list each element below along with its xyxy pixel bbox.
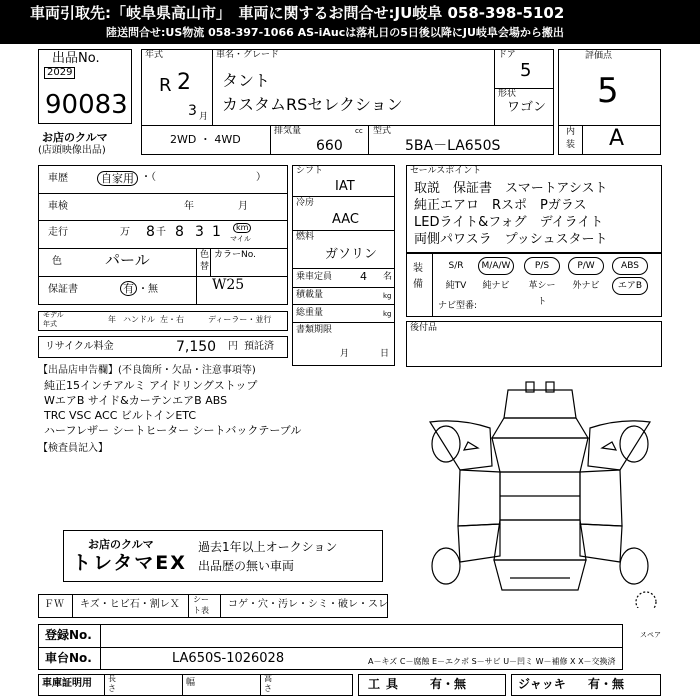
history-value: 自家用	[97, 171, 138, 186]
shop-car-line2: (店頭映像出品)	[38, 145, 106, 156]
selling-point-1: 取説 保証書 スマートアシスト	[414, 181, 608, 196]
lot-number: 90083	[45, 90, 128, 120]
certificate-height1: 高	[264, 674, 272, 683]
lot-label: 出品No.	[52, 51, 100, 66]
inspection-year: 年	[184, 201, 194, 212]
fuel-label: 燃料	[296, 232, 315, 242]
equip-ext-navi: 外ナビ	[572, 281, 600, 291]
ac-label: 冷房	[296, 198, 315, 208]
header-line1: 車両引取先:「岐阜県高山市」 車両に関するお問合せ:JU岐阜 058-398-5102	[30, 4, 565, 22]
warranty-label: 保証書	[48, 284, 78, 295]
after-parts-box	[406, 321, 662, 367]
displacement-label: 排気量	[274, 126, 302, 136]
banner-big: トレタマEX	[72, 552, 187, 574]
recycle-amount: 7,150	[176, 339, 217, 355]
fuel-value: ガソリン	[325, 247, 378, 262]
interior-value: A	[609, 126, 625, 151]
certificate-width: 幅	[186, 678, 196, 688]
ac-value: AAC	[332, 212, 359, 227]
fw-text: キズ・ヒビ石・割レＸ	[80, 599, 180, 610]
month-unit: 月	[199, 112, 209, 122]
color-change2: 替	[200, 262, 210, 272]
comment-line-4: ハーフレザー シートヒーター シートバックテーブル	[44, 424, 302, 437]
shop-car-line1: お店のクルマ	[42, 131, 108, 144]
banner-small: お店のクルマ	[88, 538, 154, 551]
equipment-label1: 装	[413, 263, 423, 274]
comment-line-1: 純正15インチアルミ アイドリングストップ	[44, 379, 258, 392]
shape-label: 形状	[498, 89, 517, 99]
selling-points-label: セールスポイント	[410, 166, 482, 176]
registration-label: 登録No.	[45, 628, 92, 642]
history-paren: ・（ ）	[141, 172, 266, 183]
equip-ps: P/S	[524, 257, 560, 275]
equip-maw: M/A/W	[478, 257, 514, 275]
mileage-man: 万	[120, 227, 130, 238]
jack-value: 有・無	[588, 677, 625, 691]
comment-line-2: WエアB サイド&カーテンエアB ABS	[44, 394, 228, 407]
year-era: R	[159, 75, 172, 96]
after-parts-label: 後付品	[410, 323, 438, 333]
warranty-no: ・無	[138, 284, 158, 295]
car-name: タント	[222, 71, 271, 90]
drive-type: 2WD ・ 4WD	[170, 133, 241, 146]
jack-label: ジャッキ	[518, 677, 566, 691]
equip-airbag: エアB	[612, 277, 648, 295]
mileage-label: 走行	[48, 227, 68, 238]
displacement-cc: cc	[355, 127, 363, 135]
mileage-sen: 千	[156, 227, 166, 238]
equipment-label2: 備	[413, 279, 423, 290]
mileage-digit4: 1	[212, 224, 221, 240]
warranty-yes: 有	[120, 281, 137, 296]
comment-line-3: TRC VSC ACC ビルトインETC	[44, 409, 197, 422]
fw-seat2: ト表	[193, 606, 209, 615]
mileage-km: km	[233, 223, 251, 233]
year-label: 年式	[145, 50, 164, 60]
equip-leather: 革シート	[528, 281, 556, 307]
month-value: 3	[188, 103, 197, 119]
color-value: パール	[105, 251, 150, 269]
interior-label2: 装	[566, 140, 576, 150]
certificate-label: 車庫証明用	[42, 678, 92, 689]
tools-label: 工具	[368, 677, 405, 691]
equip-sr: S/R	[448, 261, 464, 271]
doors-value: 5	[520, 60, 532, 81]
model-year-label1: モデル	[43, 311, 64, 319]
selling-point-2: 純正エアロ Rスポ Pガラス	[414, 198, 587, 213]
color-code: W25	[212, 277, 245, 293]
certificate-length2: さ	[108, 684, 116, 693]
banner-line2: 出品歴の無い車両	[198, 559, 295, 573]
model-label: 型式	[373, 126, 392, 136]
capacity-label: 乗車定員	[296, 272, 333, 282]
inspector-header: 【検査員記入】	[38, 443, 108, 454]
lot-year-tag: 2029	[44, 67, 75, 79]
fw-label: ＦＷ	[44, 599, 64, 610]
selling-point-3: LEDライト&フォグ デイライト	[414, 215, 604, 230]
model-year-label2: 年式	[43, 320, 57, 328]
mileage-digit3: 3	[195, 224, 204, 240]
color-label: 色	[52, 256, 62, 267]
header-line2: 陸送問合せ:US物流 058-397-1066 AS-iAucは落札日の5日後以降にJU岐阜会場から搬出	[106, 26, 564, 39]
weight-label: 総重量	[296, 308, 324, 318]
car-damage-diagram	[420, 378, 660, 608]
certificate-length1: 長	[108, 674, 116, 683]
docs-month: 月	[340, 349, 350, 359]
doors-label: ドア	[498, 50, 516, 60]
load-unit: kg	[383, 292, 392, 300]
shift-label: シフト	[296, 166, 324, 176]
dealer-label: ディーラー・並行	[208, 315, 272, 324]
docs-label: 書類期限	[296, 325, 333, 335]
equip-tv: 純TV	[445, 281, 467, 291]
spare-label: スペア	[640, 631, 661, 639]
tools-value: 有・無	[430, 677, 467, 691]
shift-value: IAT	[335, 179, 355, 194]
model-value: 5BA－LA650S	[405, 138, 501, 154]
score-value: 5	[597, 71, 619, 111]
color-code-label: カラーNo.	[214, 250, 256, 260]
chassis-label: 車台No.	[45, 651, 92, 665]
load-label: 積載量	[296, 290, 324, 300]
equip-navi: 純ナビ	[482, 281, 510, 291]
shape-value: ワゴン	[507, 100, 547, 115]
mileage-digit1: 8	[146, 224, 155, 240]
mileage-digit2: 8	[175, 224, 184, 240]
chassis-value: LA650S-1026028	[172, 651, 285, 666]
recycle-unit: 円	[228, 341, 238, 352]
recycle-note: 預託済	[244, 341, 274, 352]
capacity-unit: 名	[383, 272, 393, 282]
docs-day: 日	[380, 349, 390, 359]
history-label: 車歴	[48, 173, 68, 184]
mileage-mile: マイル	[230, 235, 251, 243]
comments-header: 【出品店申告欄】(不良箇所・欠品・注意事項等)	[38, 365, 256, 376]
weight-unit: kg	[383, 310, 392, 318]
score-label: 評価点	[585, 51, 613, 61]
damage-legend: A－キズ C－腐蝕 E－エクボ S－サビ U－凹ミ W－補修 X X－交換済	[368, 657, 616, 666]
color-change1: 色	[200, 250, 210, 260]
banner-line1: 過去1年以上オークション	[198, 540, 338, 554]
capacity-value: 4	[360, 270, 367, 283]
model-year-year: 年	[108, 315, 116, 324]
navi-model-label: ナビ型番:	[438, 301, 478, 311]
car-grade: カスタムRSセレクション	[222, 95, 403, 114]
inspection-month: 月	[238, 201, 248, 212]
equip-pw: P/W	[568, 257, 604, 275]
displacement-value: 660	[316, 138, 343, 154]
name-label: 車名・グレード	[216, 50, 280, 60]
handle-label: ハンドル	[123, 315, 155, 324]
fw-seat-text: コゲ・穴・汚レ・シミ・破レ・スレ	[228, 599, 388, 610]
recycle-label: リサイクル料金	[45, 341, 114, 352]
handle-lr: 左・右	[160, 315, 184, 324]
equip-abs: ABS	[612, 257, 648, 275]
selling-point-4: 両側パワスラ プッシュスタート	[414, 232, 608, 247]
certificate-height2: さ	[264, 684, 272, 693]
year-value: 2	[177, 70, 191, 95]
fw-seat1: シー	[193, 595, 209, 604]
interior-label1: 内	[566, 127, 576, 137]
inspection-label: 車検	[48, 201, 68, 212]
